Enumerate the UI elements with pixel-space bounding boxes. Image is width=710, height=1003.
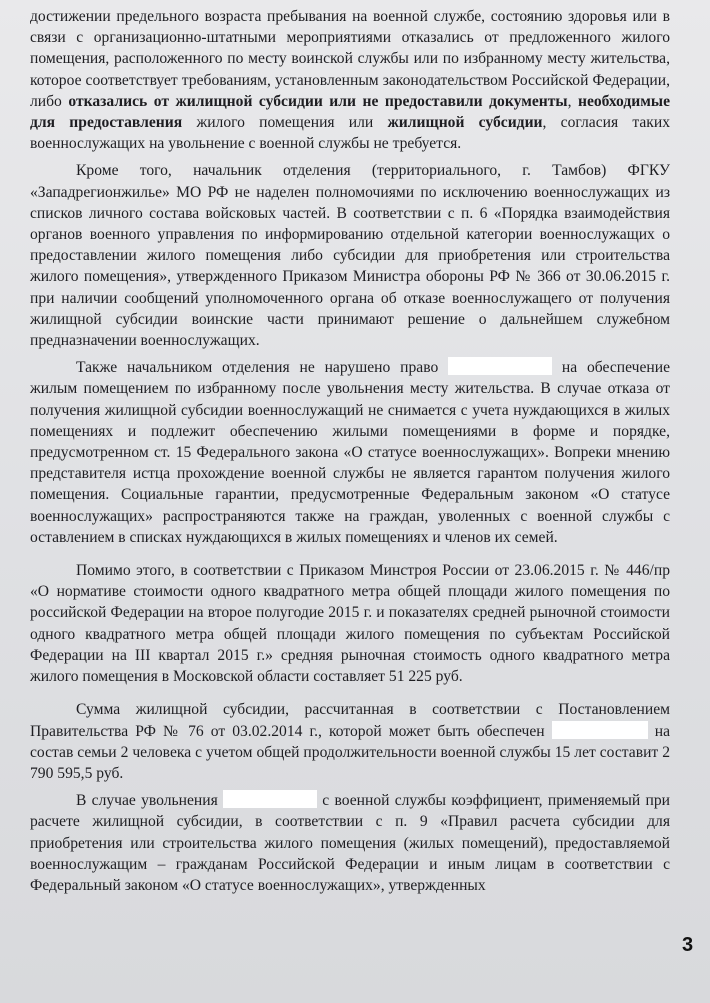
paragraph-4: Помимо этого, в соответствии с Приказом Минстроя России от 23.06.2015 г. № 446/пр «О нормативе стоимости одного квадратного метра общей площади жилого помещения по российской Федерации на второе полугодие 2015 г. и показателях средней рыночной стоимости одного квадратного метра общей площади жилого помещения по субъектам Российской Федерации на III квартал 2015 г.» средняя рыночная стоимость одного квадратного метра жилого помещения в Московской области составляет 51 225 руб. xyxy=(30,562,670,686)
bold-phrase-1: отказались от жилищной субсидии или не предоставили документы xyxy=(68,92,568,110)
redacted-name-2 xyxy=(552,721,648,739)
document-body xyxy=(30,6,670,896)
paragraph-5: Сумма жилищной субсидии, рассчитанная в соответствии с Постановлением Правительства РФ № 76 от 03.02.2014 г., которой может быть обеспечен на состав семьи 2 человека с учетом общей продолжительности военной службы 15 лет составит 2 790 595,5 руб. xyxy=(30,701,670,782)
paragraph-6: В случае увольнения с военной службы коэффициент, применяемый при расчете жилищной субсидии, в соответствии с п. 9 «Правил расчета субсидии для приобретения или строительства жилого помещения (жилых помещений), предоставляемой военнослужащим – гражданам Российской Федерации и иным лицам в соответствии с Федеральный законом «О статусе военнослужащих», утвержденных xyxy=(30,792,670,894)
bold-phrase-2: необходимые для предоставления xyxy=(30,92,670,132)
redacted-name-1 xyxy=(448,357,552,375)
paragraph-3: Также начальником отделения не нарушено право на обеспечение жилым помещением по избранному после увольнения месту жительства. В случае отказа от получения жилищной субсидии военнослужащий не снимается с учета нуждающихся в жилых помещениях и подлежит обеспечению жилыми помещениями в форме и порядке, предусмотренном ст. 15 Федерального закона «О статусе военнослужащих». Вопреки мнению представителя истца прохождение военной службы не является гарантом получения жилого помещения. Социальные гарантии, предусмотренные Федеральным законом «О статусе военнослужащих» распространяются также на граждан, уволенных с военной службы с оставлением в списках нуждающихся в жилых помещениях и членов их семей. xyxy=(30,359,670,546)
paragraph-1: достижении предельного возраста пребывания на военной службе, состоянию здоровья или в связи с организационно-штатными мероприятиями отказались от предложенного жилого помещения, расположенного по месту воинской службы или по избранному месту жительства, которое соответствует требованиям, установленным законодательством Российской Федерации, либо отказались от жилищной субсидии или не предоставили документы, необходимые для предоставления жилого помещения или жилищной субсидии, согласия таких военнослужащих на увольнение с военной службы не требуется. xyxy=(30,8,670,153)
paragraph-2: Кроме того, начальник отделения (территориального, г. Тамбов) ФГКУ «Западрегионжилье» МО РФ не наделен полномочиями по исключению военнослужащих из списков личного состава войсковых частей. В соответствии с п. 6 «Порядка взаимодействия органов военного управления по информированию отдельной категории военнослужащих о предоставлении жилого помещения либо субсидии для приобретения или строительства жилого помещения», утвержденного Приказом Министра обороны РФ № 366 от 30.06.2015 г. при наличии сообщений уполномоченного органа об отказе военнослужащего от получения жилищной субсидии воинские части принимают решение о дальнейшем служебном предназначении военнослужащих. xyxy=(30,162,670,350)
bold-phrase-3: жилищной субсидии xyxy=(387,114,543,132)
page-number: 3 xyxy=(682,934,694,956)
redacted-name-3 xyxy=(223,790,317,808)
